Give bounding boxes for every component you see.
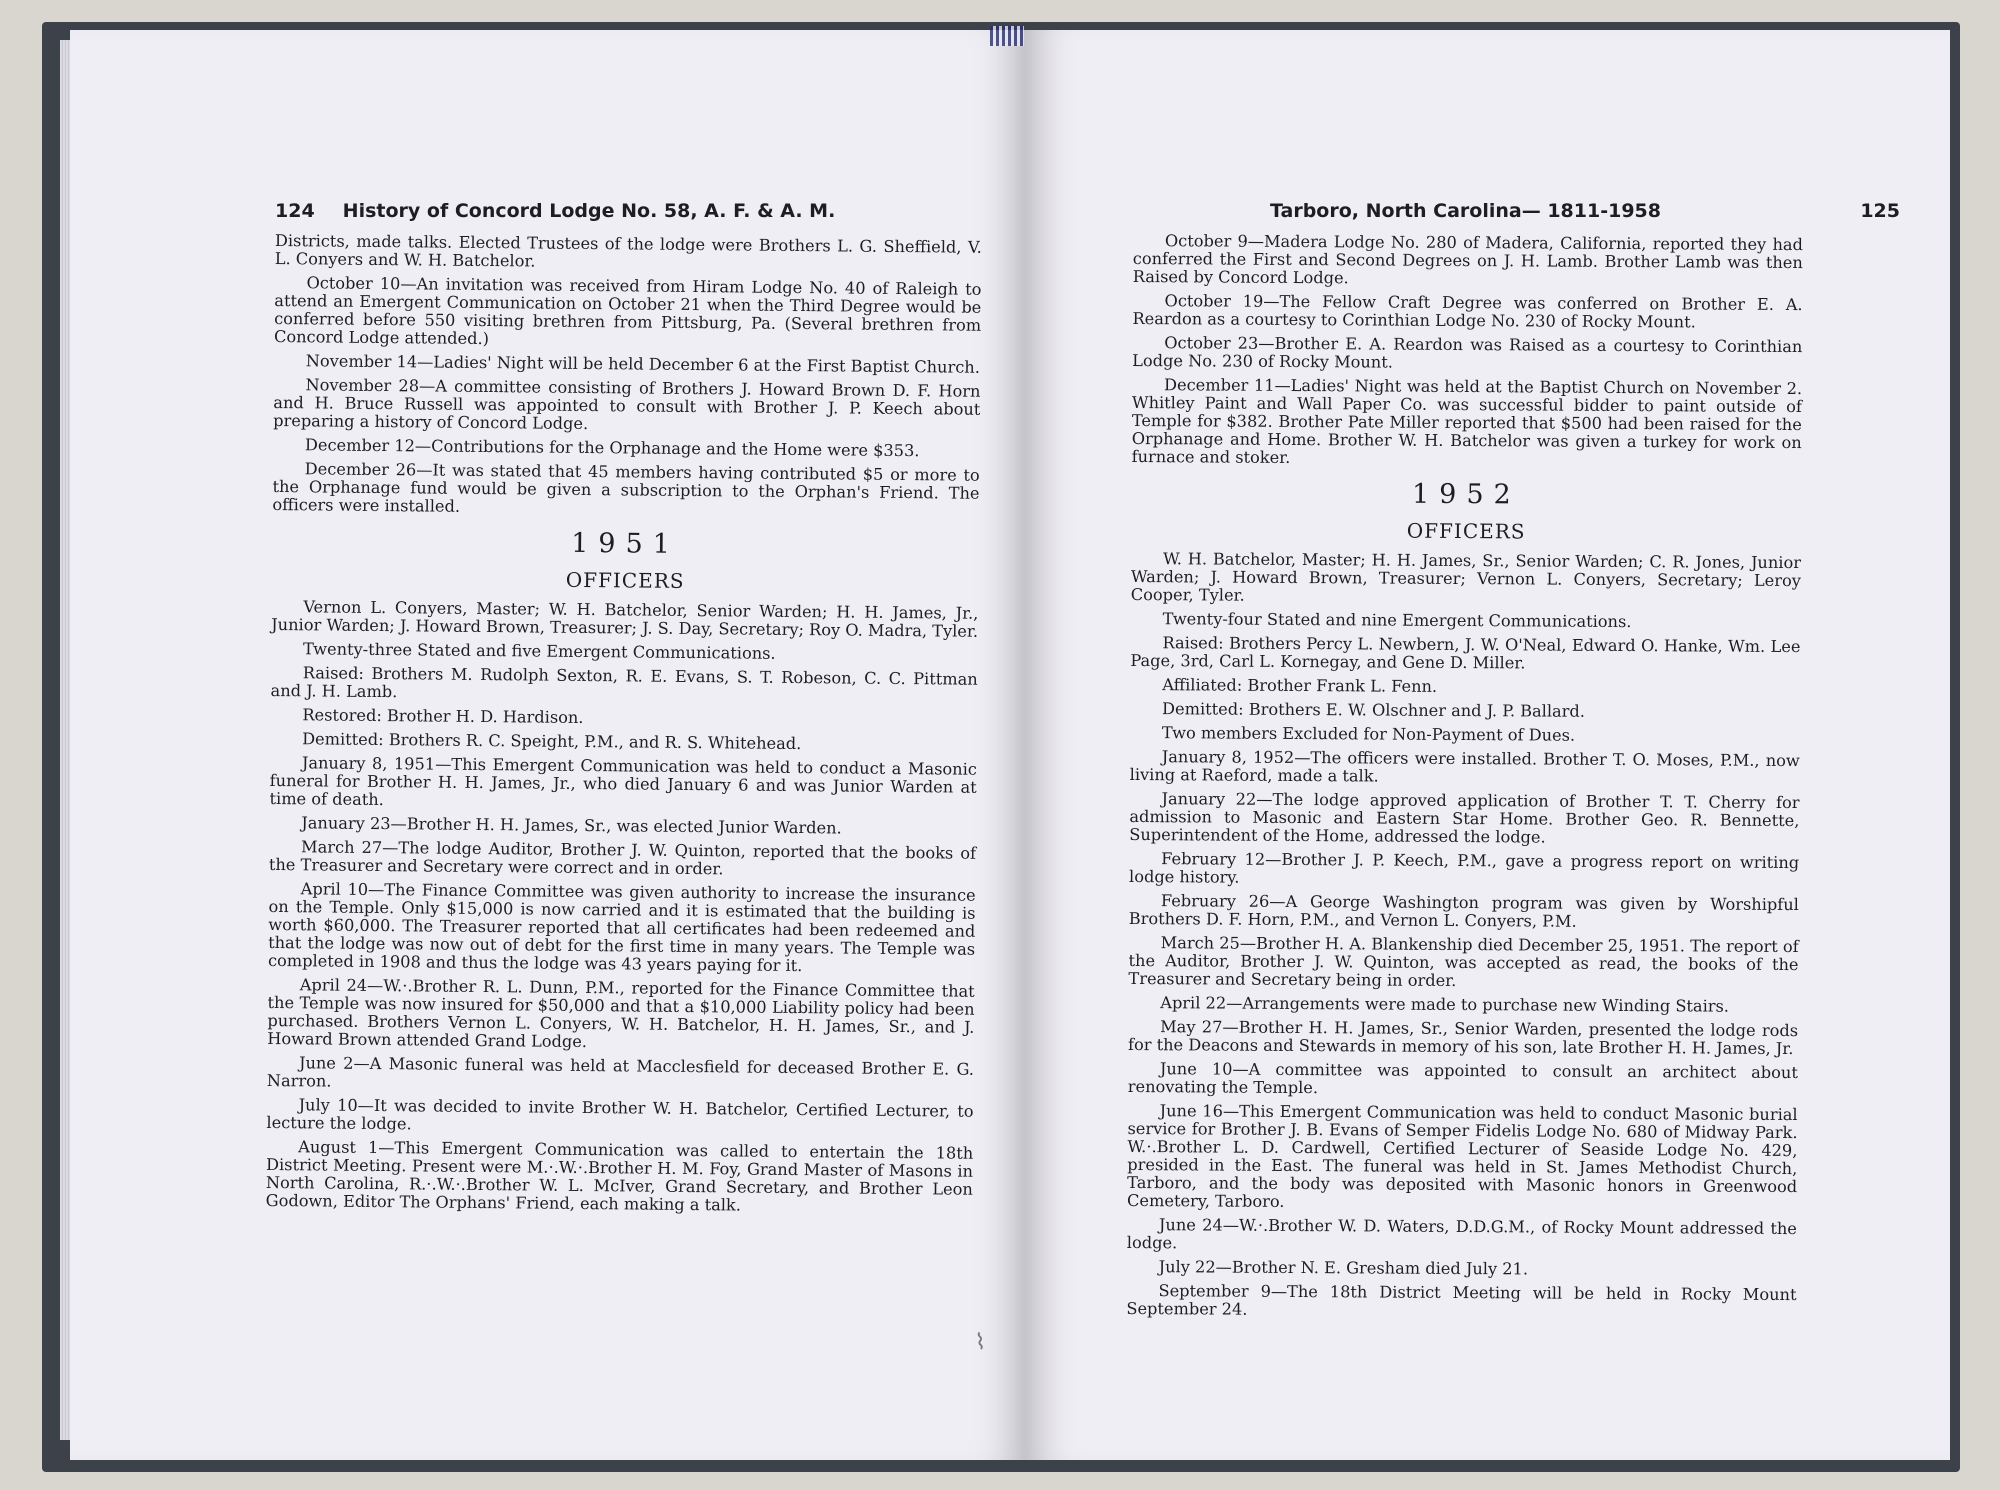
officers-heading: OFFICERS: [1406, 518, 1526, 544]
right-page: [1025, 30, 1950, 1460]
officers-heading: OFFICERS: [565, 567, 685, 593]
year-heading: 1952: [1411, 478, 1521, 511]
paragraph: October 10—An invitation was received from Hiram Lodge No. 40 of Raleigh to attend an Emergent Communication on October 21 when the Third Degree would be conferred before 550 visiting brethren from Pittsburg, Pa. (Several brethren from Concord Lodge attended.): [273, 273, 982, 349]
pencil-mark: ⌇: [973, 1329, 987, 1356]
paragraph: Twenty-four Stated and nine Emergent Communications.: [1162, 609, 1632, 632]
paragraph: W. H. Batchelor, Master; H. H. James, Sr., Senior Warden; C. R. Jones, Junior Warden; J. Howard Brown, Treasurer; Vernon L. Conyers, Secretary; Leroy Cooper, Tyler.: [1130, 549, 1802, 605]
paragraph: April 22—Arrangements were made to purchase new Winding Stairs.: [1160, 993, 1730, 1016]
paragraph: September 9—The 18th District Meeting will be held in Rocky Mount September 24.: [1126, 1281, 1797, 1319]
paragraph: May 27—Brother H. H. James, Sr., Senior Warden, presented the lodge rods for the Deacons and Stewards in memory of his son, late Brother H. H. James, Jr.: [1127, 1017, 1799, 1059]
paragraph: December 11—Ladies' Night was held at the Baptist Church on November 2. Whitley Paint and Wall Paper Co. was successful bidder to paint outside of Temple for $382. Brother Pate Miller reported that $500 had been raised for the Orphanage and Home. Brother W. H. Batchelor was given a turkey for work on furnace and stoker.: [1131, 375, 1803, 467]
right-page-number: 125: [1860, 200, 1900, 222]
right-running-title: Tarboro, North Carolina— 1811-1958: [1270, 200, 1661, 222]
paragraph: January 23—Brother H. H. James, Sr., was elected Junior Warden.: [301, 813, 842, 838]
paragraph: Vernon L. Conyers, Master; W. H. Batchelor, Senior Warden; H. H. James, Jr., Junior Warden; J. Howard Brown, Treasurer; J. S. Day, Secretary; Roy O. Madra, Tyler.: [271, 597, 979, 641]
paragraph: November 28—A committee consisting of Brothers J. Howard Brown D. F. Horn and H. Bruce Russell was appointed to consult with Brother J. P. Keech about preparing a history of Concord Lodge.: [273, 375, 981, 434]
paragraph: Restored: Brother H. D. Hardison.: [302, 705, 584, 727]
paragraph: Raised: Brothers Percy L. Newbern, J. W. O'Neal, Edward O. Hanke, Wm. Lee Page, 3rd, Carl L. Kornegay, and Gene D. Miller.: [1130, 633, 1801, 673]
paragraph: June 10—A committee was appointed to consult an architect about renovating the Temple.: [1127, 1059, 1798, 1098]
paragraph: November 14—Ladies' Night will be held December 6 at the First Baptist Church.: [305, 351, 980, 377]
left-running-title: History of Concord Lodge No. 58, A. F. & A. M.: [342, 200, 836, 222]
paragraph: June 16—This Emergent Communication was held to conduct Masonic burial service for Brother J. B. Evans of Semper Fidelis Lodge No. 680 of Midway Park. W.·.Brother L. D. Cardwell, Certified Lecturer of Seaside Lodge No. 429, presided in the East. The funeral was held in St. James Methodist Church, Tarboro, and the body was deposited with Masonic honors in Greenwood Cemetery, Tarboro.: [1127, 1101, 1798, 1211]
paragraph: Two members Excluded for Non-Payment of Dues.: [1161, 723, 1576, 745]
paragraph: October 19—The Fellow Craft Degree was conferred on Brother E. A. Reardon as a courtesy to Corinthian Lodge No. 230 of Rocky Mount.: [1132, 291, 1803, 332]
paragraph: June 24—W.·.Brother W. D. Waters, D.D.G.M., of Rocky Mount addressed the lodge.: [1126, 1215, 1797, 1253]
left-page-text: [266, 232, 982, 1223]
paragraph: April 24—W.·.Brother R. L. Dunn, P.M., reported for the Finance Committee that the Temple was now insured for $50,000 and that a $10,000 Liability policy had been purchased. Brothers Vernon L. Conyers, W. H. Batchelor, H. H. James, Sr., and J. Howard Brown attended Grand Lodge.: [267, 975, 975, 1052]
paragraph: December 26—It was stated that 45 members having contributed $5 or more to the Orphanage fund would be given a subscription to the Orphan's Friend. The officers were installed.: [272, 459, 980, 516]
paragraph: January 8, 1952—The officers were installed. Brother T. O. Moses, P.M., now living at Raeford, made a talk.: [1129, 747, 1800, 786]
binding-stitch: [990, 26, 1024, 46]
paragraph: January 8, 1951—This Emergent Communication was held to conduct a Masonic funeral for Brother H. H. James, Jr., who died January 6 and was Junior Warden at time of death.: [269, 753, 977, 810]
paragraph: March 25—Brother H. A. Blankenship died December 25, 1951. The report of the Auditor, Brother J. W. Quinton, was accepted as read, the books of the Treasurer and Secretary being in order.: [1128, 933, 1799, 990]
paragraph: August 1—This Emergent Communication was called to entertain the 18th District Meeting. Present were M.·.W.·.Brother H. M. Foy, Grand Master of Masons in North Carolina, R.·.W.·.Brother W. L. McIver, Grand Secretary, and Brother Leon Godown, Editor The Orphans' Friend, each making a talk.: [265, 1137, 974, 1215]
paragraph: Districts, made talks. Elected Trustees of the lodge were Brothers L. G. Sheffield, V. L. Conyers and W. H. Batchelor.: [274, 231, 982, 271]
paragraph: December 12—Contributions for the Orphanage and the Home were $353.: [304, 435, 920, 461]
paragraph: July 10—It was decided to invite Brother W. H. Batchelor, Certified Lecturer, to lecture the lodge.: [266, 1095, 974, 1134]
left-page-number: 124: [275, 200, 315, 222]
paragraph: Affiliated: Brother Frank L. Fenn.: [1162, 675, 1438, 696]
paragraph: Demitted: Brothers R. C. Speight, P.M., and R. S. Whitehead.: [302, 729, 802, 754]
paragraph: February 26—A George Washington program was given by Worshipful Brothers D. F. Horn, P.M., and Vernon L. Conyers, P.M.: [1128, 891, 1799, 931]
paragraph: Twenty-three Stated and five Emergent Communications.: [302, 639, 776, 663]
paragraph: October 9—Madera Lodge No. 280 of Madera, California, reported they had conferred the First and Second Degrees on J. H. Lamb. Brother Lamb was then Raised by Concord Lodge.: [1132, 231, 1803, 288]
paragraph: October 23—Brother E. A. Reardon was Raised as a courtesy to Corinthian Lodge No. 230 of Rocky Mount.: [1132, 333, 1803, 372]
paragraph: January 22—The lodge approved application of Brother T. T. Cherry for admission to Masonic and Eastern Star Home. Brother Geo. R. Bennette, Superintendent of the Home, addressed the lodge.: [1129, 789, 1800, 847]
year-heading: 1951: [571, 527, 681, 560]
right-page-text: [1126, 232, 1803, 1328]
paragraph: February 12—Brother J. P. Keech, P.M., gave a progress report on writing lodge history.: [1129, 849, 1800, 887]
left-page: [70, 30, 1025, 1460]
left-running-head: [275, 200, 835, 222]
paragraph: Raised: Brothers M. Rudolph Sexton, R. E. Evans, S. T. Robeson, C. C. Pittman and J. H. Lamb.: [270, 663, 978, 702]
paragraph: March 27—The lodge Auditor, Brother J. W. Quinton, reported that the books of the Treasurer and Secretary were correct and in order.: [268, 837, 977, 879]
paragraph: June 2—A Masonic funeral was held at Macclesfield for deceased Brother E. G. Narron.: [266, 1053, 975, 1091]
paragraph: July 22—Brother N. E. Gresham died July 21.: [1158, 1257, 1529, 1279]
paragraph: Demitted: Brothers E. W. Olschner and J. P. Ballard.: [1162, 699, 1586, 721]
paragraph: April 10—The Finance Committee was given authority to increase the insurance on the Temple. Only $15,000 is now carried and it is estimated that the building is worth $60,000. The Treasurer reported that all certificates had been redeemed and that the lodge was now out of debt for the first time in many years. The Temple was completed in 1908 and thus the lodge was 43 years paying for it.: [267, 879, 976, 976]
